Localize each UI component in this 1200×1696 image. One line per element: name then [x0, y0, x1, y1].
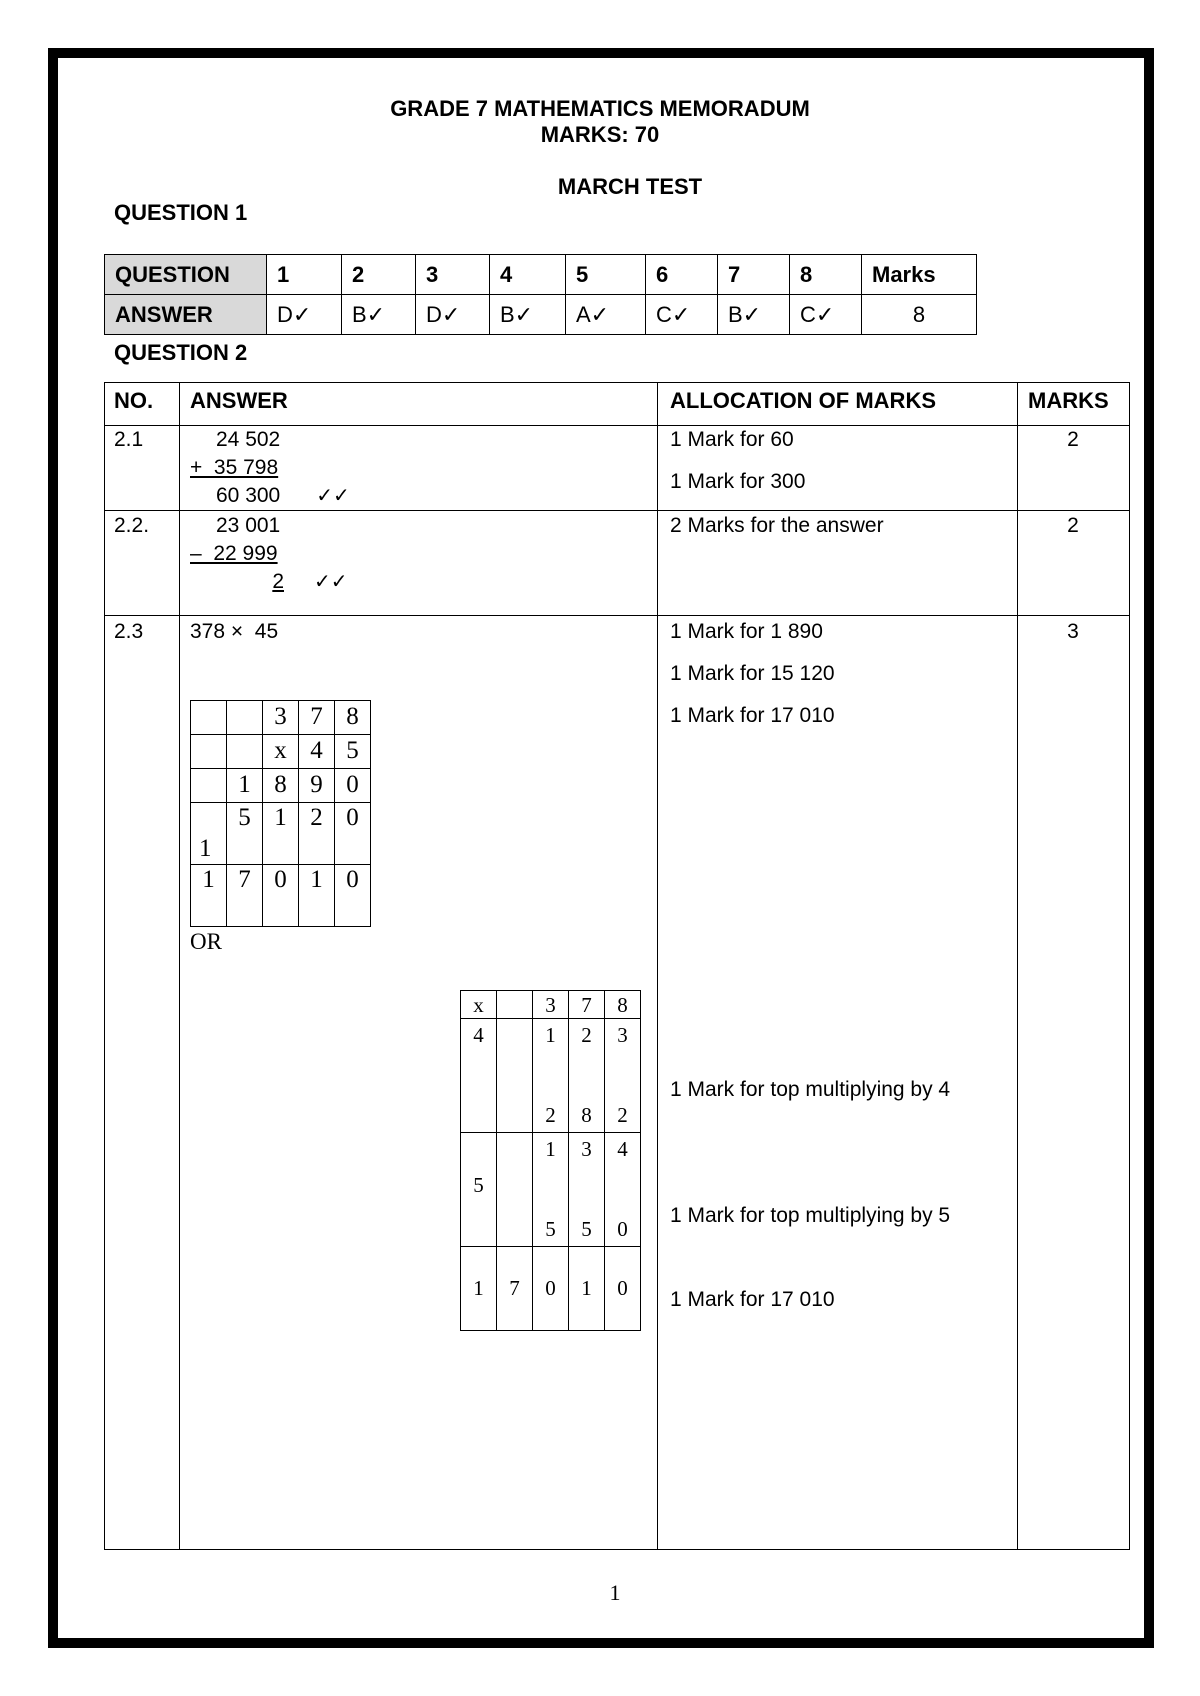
answer-cell: B✓	[342, 295, 416, 335]
grid-cell: 7	[227, 865, 263, 927]
partial-digit: 2	[545, 1103, 556, 1127]
grid-cell: 3	[263, 701, 299, 735]
row-marks: 2	[1067, 428, 1079, 451]
grid-cell: 4	[299, 735, 335, 769]
answer-cell: D✓	[416, 295, 490, 335]
partial-digit: 2	[617, 1103, 628, 1127]
row-marks: 2	[1067, 514, 1079, 537]
question-number-cell: 5	[566, 255, 646, 295]
table-line	[104, 382, 1130, 383]
question-row	[105, 255, 977, 295]
grid-cell	[533, 1019, 569, 1133]
memo-title: GRADE 7 MATHEMATICS MEMORADUM	[390, 96, 810, 121]
grid-cell: 8	[605, 991, 641, 1019]
question-header-cell: QUESTION	[105, 255, 267, 295]
grid-cell	[191, 769, 227, 803]
row-number: 2.1	[114, 428, 144, 451]
grid-cell	[605, 1133, 641, 1247]
grid-cell: x	[263, 735, 299, 769]
grid-cell: 0	[533, 1247, 569, 1331]
test-name: MARCH TEST	[557, 174, 703, 199]
answer-cell: C✓	[790, 295, 862, 335]
partial-digit: 4	[617, 1137, 628, 1161]
or-label: OR	[190, 929, 222, 954]
grid-cell	[191, 735, 227, 769]
grid-cell: 5	[335, 735, 371, 769]
table-line	[104, 510, 1130, 511]
grid-cell: 1	[263, 803, 299, 865]
long-multiplication-grid	[190, 700, 371, 927]
grid-cell	[497, 991, 533, 1019]
addend-1: 24 502	[216, 428, 281, 451]
partial-digit: 5	[545, 1217, 556, 1241]
grid-cell: 1	[191, 865, 227, 927]
grid-cell: 9	[299, 769, 335, 803]
grid-cell: 5	[227, 803, 263, 865]
table-line	[657, 382, 658, 1550]
minuend: 23 001	[216, 514, 281, 537]
partial-digit: 0	[617, 1217, 628, 1241]
question-number-cell: 4	[490, 255, 566, 295]
multiplication-expression: 378 × 45	[190, 620, 279, 643]
grid-cell: 1	[461, 1247, 497, 1331]
total-marks: MARKS: 70	[540, 122, 660, 147]
total-marks-cell: 8	[862, 295, 977, 335]
question-number-cell: 7	[718, 255, 790, 295]
row-number: 2.2.	[114, 514, 150, 537]
partial-digit: 8	[581, 1103, 592, 1127]
grid-cell: 1	[299, 865, 335, 927]
partial-digit: 2	[581, 1023, 592, 1047]
header-marks: MARKS	[1028, 388, 1109, 413]
grid-row	[191, 701, 371, 735]
table-line	[1017, 382, 1018, 1550]
grid-cell: 0	[335, 803, 371, 865]
header-no: NO.	[114, 388, 154, 413]
addend-2: + 35 798	[190, 456, 279, 479]
tick-marks: ✓✓	[314, 571, 348, 593]
grid-cell	[191, 701, 227, 735]
grid-cell	[461, 1133, 497, 1247]
multiplier-digit: 4	[473, 1023, 484, 1047]
grid-cell: 1	[191, 803, 227, 865]
grid-cell: 0	[335, 865, 371, 927]
difference-value: 2	[272, 570, 284, 593]
allocation-text: 1 Mark for 300	[670, 470, 806, 493]
row-number: 2.3	[114, 620, 144, 643]
answer-row	[105, 295, 977, 335]
allocation-text: 2 Marks for the answer	[670, 514, 884, 537]
partial-digit: 5	[581, 1217, 592, 1241]
grid-cell: x	[461, 991, 497, 1019]
grid-cell: 7	[497, 1247, 533, 1331]
answer-cell: B✓	[490, 295, 566, 335]
question-2-table	[104, 382, 1130, 1550]
question-number-cell: 1	[267, 255, 342, 295]
partial-digit: 3	[581, 1137, 592, 1161]
answer-cell: A✓	[566, 295, 646, 335]
allocation-text: 1 Mark for top multiplying by 4	[670, 1078, 951, 1101]
partial-digit: 1	[545, 1023, 556, 1047]
grid-cell	[497, 1133, 533, 1247]
question-1-table	[104, 254, 977, 335]
grid-cell	[605, 1019, 641, 1133]
grid-cell: 8	[335, 701, 371, 735]
subtrahend: – 22 999	[190, 542, 278, 565]
grid-cell	[497, 1019, 533, 1133]
marks-header-cell: Marks	[862, 255, 977, 295]
grid-cell: 0	[335, 769, 371, 803]
grid-cell: 3	[533, 991, 569, 1019]
partial-digit: 1	[545, 1137, 556, 1161]
table-line	[179, 382, 180, 1550]
grid-cell	[227, 701, 263, 735]
grid-cell	[569, 1019, 605, 1133]
header-allocation: ALLOCATION OF MARKS	[670, 388, 937, 413]
header-answer: ANSWER	[190, 388, 288, 413]
grid-row	[461, 1133, 641, 1247]
grid-cell: 0	[263, 865, 299, 927]
answer-cell: B✓	[718, 295, 790, 335]
question-2-label: QUESTION 2	[114, 340, 248, 365]
answer-cell: D✓	[267, 295, 342, 335]
sum-result	[216, 482, 350, 510]
question-number-cell: 2	[342, 255, 416, 295]
grid-cell: 0	[605, 1247, 641, 1331]
table-line	[1129, 382, 1130, 1550]
allocation-text: 1 Mark for 60	[670, 428, 794, 451]
grid-cell	[533, 1133, 569, 1247]
page-number: 1	[609, 1580, 621, 1605]
question-1-label: QUESTION 1	[114, 200, 248, 225]
table-line	[104, 615, 1130, 616]
grid-row	[191, 803, 371, 865]
grid-cell: 7	[299, 701, 335, 735]
question-number-cell: 8	[790, 255, 862, 295]
table-line	[104, 382, 105, 1550]
grid-cell: 8	[263, 769, 299, 803]
question-number-cell: 3	[416, 255, 490, 295]
grid-cell: 1	[227, 769, 263, 803]
grid-row	[461, 1019, 641, 1133]
grid-row	[191, 735, 371, 769]
sum-value: 60 300	[216, 484, 281, 507]
grid-cell	[461, 1019, 497, 1133]
grid-cell: 1	[569, 1247, 605, 1331]
allocation-text: 1 Mark for 1 890	[670, 620, 823, 643]
lattice-multiplication-grid	[460, 990, 641, 1331]
partial-digit: 3	[617, 1023, 628, 1047]
row-marks: 3	[1067, 620, 1079, 643]
grid-row	[191, 769, 371, 803]
grid-row	[461, 1247, 641, 1331]
allocation-text: 1 Mark for 17 010	[670, 704, 835, 727]
tick-marks: ✓✓	[316, 485, 350, 507]
grid-row	[461, 991, 641, 1019]
table-line	[104, 1549, 1130, 1550]
question-number-cell: 6	[646, 255, 718, 295]
answer-header-cell: ANSWER	[105, 295, 267, 335]
allocation-text: 1 Mark for 17 010	[670, 1288, 835, 1311]
difference-result	[190, 568, 348, 596]
multiplier-digit: 5	[473, 1173, 484, 1197]
allocation-text: 1 Mark for top multiplying by 5	[670, 1204, 951, 1227]
grid-cell: 2	[299, 803, 335, 865]
allocation-text: 1 Mark for 15 120	[670, 662, 835, 685]
answer-cell: C✓	[646, 295, 718, 335]
grid-cell	[569, 1133, 605, 1247]
grid-cell	[227, 735, 263, 769]
grid-cell: 7	[569, 991, 605, 1019]
grid-row	[191, 865, 371, 927]
